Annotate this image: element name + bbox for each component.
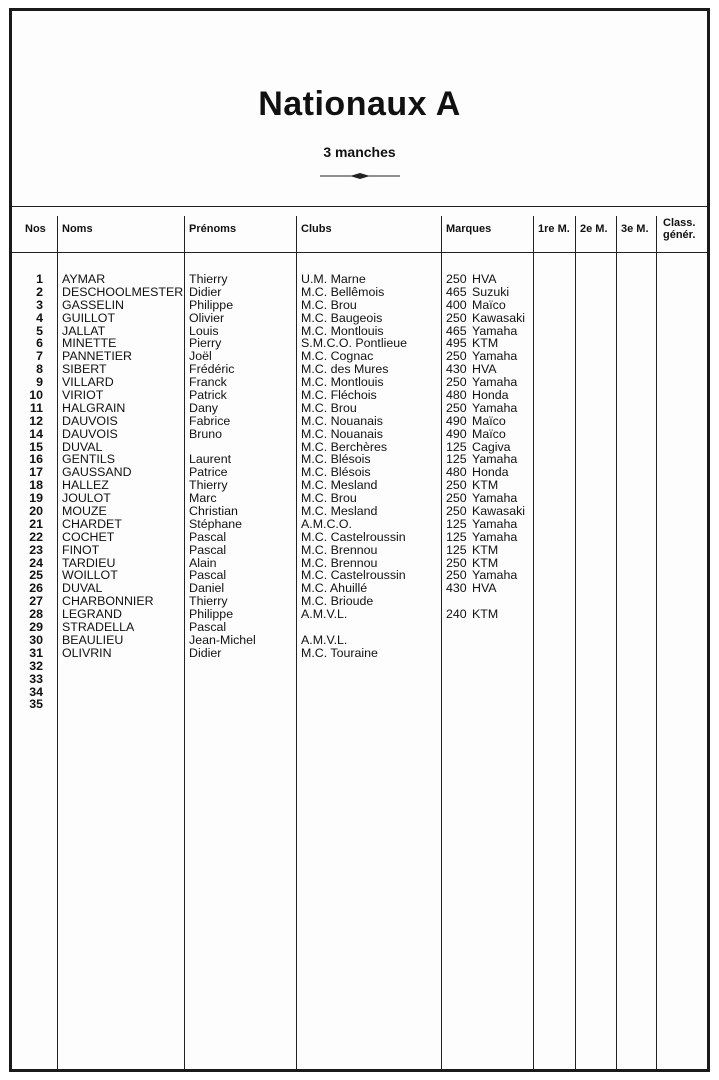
engine-size: 480 [446,388,467,403]
rider-firstname: Marc [189,491,217,506]
engine-size: 250 [446,375,467,390]
rider-number: 20 [29,504,43,519]
rider-club: M.C. Castelroussin [301,568,406,583]
bike-brand: Maïco [472,297,506,312]
rider-number: 16 [29,452,43,467]
bike-brand: KTM [472,336,499,351]
rider-number: 15 [29,439,43,454]
rider-firstname: Thierry [189,478,228,493]
rider-club: M.C. Nouanais [301,426,383,441]
rider-surname: AYMAR [62,272,106,286]
rider-firstname: Olivier [189,310,225,325]
engine-size: 125 [446,542,467,557]
rider-club: M.C. Castelroussin [301,529,406,544]
rider-club: M.C. Mesland [301,504,378,519]
engine-size: 250 [446,272,467,286]
rider-firstname: Didier [189,645,222,660]
rider-firstname: Fabrice [189,413,231,428]
rider-club: M.C. Ahuillé [301,581,368,596]
table-row [12,647,707,660]
rider-club: U.M. Marne [301,272,366,286]
engine-size: 250 [446,478,467,493]
rider-number: 19 [29,491,43,506]
table-row [12,698,707,711]
bike-brand: Yamaha [472,323,518,338]
rider-number: 7 [36,349,43,364]
rider-firstname: Franck [189,375,227,390]
rider-number: 4 [36,310,43,325]
header-classement-line1: Class. [663,217,696,229]
bike-brand: HVA [472,272,497,286]
engine-size: 495 [446,336,467,351]
rider-club: M.C. Blésois [301,452,371,467]
table-row [12,389,707,402]
rider-surname: VIRIOT [62,388,104,403]
rider-surname: DAUVOIS [62,426,118,441]
table-row [12,544,707,557]
rider-firstname: Philippe [189,297,234,312]
engine-size: 250 [446,555,467,570]
rider-club: M.C. des Mures [301,362,389,377]
rider-club: M.C. Brennou [301,555,378,570]
rider-club: M.C. Bellêmois [301,284,385,299]
rider-club: M.C. Nouanais [301,413,383,428]
rider-surname: DAUVOIS [62,413,118,428]
header-classement-line2: génér. [663,229,696,241]
engine-size: 490 [446,413,467,428]
entry-table [12,216,707,1069]
rider-surname: DESCHOOLMESTER [62,284,184,299]
header-prenoms: Prénoms [189,223,237,235]
rider-club: A.M.C.O. [301,516,352,531]
rider-number: 23 [29,542,43,557]
bike-brand: Yamaha [472,349,518,364]
rider-number: 3 [36,297,43,312]
bike-brand: Suzuki [472,284,510,299]
rider-number: 18 [29,478,43,493]
rider-number: 32 [29,658,43,673]
rider-surname: GAUSSAND [62,465,132,480]
rider-club: M.C. Brou [301,491,357,506]
rider-club: M.C. Montlouis [301,375,384,390]
rider-club: M.C. Brou [301,297,357,312]
rider-club: M.C. Blésois [301,465,371,480]
rider-firstname: Daniel [189,581,225,596]
rider-club: M.C. Brennou [301,542,378,557]
header-manche-3: 3e M. [621,223,649,235]
table-row [12,621,707,634]
bike-brand: Yamaha [472,400,518,415]
bike-brand: KTM [472,542,499,557]
table-row [12,673,707,686]
rider-firstname: Dany [189,400,218,415]
engine-size: 125 [446,452,467,467]
rider-club: S.M.C.O. Pontlieue [301,336,408,351]
bike-brand: HVA [472,362,497,377]
rider-firstname: Philippe [189,607,234,622]
bike-brand: Kawasaki [472,310,526,325]
bike-brand: Yamaha [472,516,518,531]
engine-size: 125 [446,439,467,454]
rider-surname: VILLARD [62,375,114,390]
engine-size: 250 [446,568,467,583]
rider-surname: LEGRAND [62,607,122,622]
rider-number: 30 [29,632,43,647]
rider-surname: DUVAL [62,439,103,454]
rider-number: 34 [29,684,43,699]
rider-firstname: Stéphane [189,516,243,531]
rider-number: 24 [29,555,43,570]
rider-firstname: Pascal [189,620,227,635]
table-row [12,402,707,415]
bike-brand: KTM [472,478,499,493]
rider-number: 29 [29,620,43,635]
rider-club: A.M.V.L. [301,632,348,647]
table-row [12,660,707,673]
rider-number: 2 [36,284,43,299]
engine-size: 430 [446,581,467,596]
rider-number: 21 [29,516,43,531]
rider-number: 28 [29,607,43,622]
rider-firstname: Alain [189,555,217,570]
engine-size: 250 [446,349,467,364]
rider-number: 14 [29,426,43,441]
rider-number: 26 [29,581,43,596]
engine-size: 240 [446,607,467,622]
engine-size: 250 [446,504,467,519]
engine-size: 400 [446,297,467,312]
engine-size: 125 [446,516,467,531]
rider-firstname: Laurent [189,452,232,467]
bike-brand: Maïco [472,413,506,428]
rider-surname: PANNETIER [62,349,132,364]
header-num: Nos [25,223,46,235]
rider-surname: MINETTE [62,336,117,351]
rider-surname: HALLEZ [62,478,109,493]
rider-number: 31 [29,645,43,660]
rider-surname: GENTILS [62,452,116,467]
rider-surname: SIBERT [62,362,107,377]
rider-number: 1 [36,272,43,286]
table-row [12,428,707,441]
rider-number: 12 [29,413,43,428]
header-manche-2: 2e M. [580,223,608,235]
table-row [12,415,707,428]
rider-club: M.C. Berchères [301,439,388,454]
rider-firstname: Patrick [189,388,227,403]
bike-brand: KTM [472,607,499,622]
rider-number: 8 [36,362,43,377]
rider-firstname: Thierry [189,594,228,609]
engine-size: 430 [446,362,467,377]
rider-club: M.C. Cognac [301,349,374,364]
rider-number: 5 [36,323,43,338]
rider-club: M.C. Baugeois [301,310,383,325]
table-row [12,531,707,544]
rider-surname: HALGRAIN [62,400,126,415]
bike-brand: Yamaha [472,491,518,506]
engine-size: 490 [446,426,467,441]
table-row [12,518,707,531]
table-row [12,505,707,518]
rider-firstname: Louis [189,323,219,338]
rider-club: M.C. Mesland [301,478,378,493]
bike-brand: Yamaha [472,568,518,583]
rider-firstname: Bruno [189,426,223,441]
table-row [12,273,707,286]
bike-brand: HVA [472,581,497,596]
rider-firstname: Didier [189,284,222,299]
rider-surname: DUVAL [62,581,103,596]
rider-firstname: Thierry [189,272,228,286]
rider-surname: JOULOT [62,491,111,506]
rider-firstname: Frédéric [189,362,235,377]
rider-firstname: Pierry [189,336,222,351]
bike-brand: Cagiva [472,439,511,454]
rider-surname: STRADELLA [62,620,135,635]
bike-brand: Honda [472,465,509,480]
table-row [12,634,707,647]
engine-size: 480 [446,465,467,480]
rider-surname: FINOT [62,542,100,557]
header-manche-1: 1re M. [538,223,570,235]
rider-firstname: Pascal [189,529,227,544]
bike-brand: Yamaha [472,452,518,467]
rider-number: 27 [29,594,43,609]
bike-brand: Honda [472,388,509,403]
rider-number: 17 [29,465,43,480]
rider-surname: WOILLOT [62,568,118,583]
rider-number: 33 [29,671,43,686]
table-row [12,299,707,312]
engine-size: 465 [446,284,467,299]
rider-surname: JALLAT [62,323,106,338]
bike-brand: Maïco [472,426,506,441]
bike-brand: Yamaha [472,529,518,544]
rider-number: 9 [36,375,43,390]
header-noms: Noms [62,223,93,235]
rider-club: M.C. Brou [301,400,357,415]
rider-surname: TARDIEU [62,555,116,570]
header-rule [12,206,707,207]
page-subtitle: 3 manches [323,144,396,160]
rider-number: 6 [36,336,43,351]
engine-size: 250 [446,310,467,325]
ornament-divider [320,171,400,181]
rider-club: M.C. Fléchois [301,388,377,403]
rider-surname: CHARBONNIER [62,594,154,609]
rider-firstname: Christian [189,504,238,519]
rider-surname: OLIVRIN [62,645,112,660]
rider-firstname: Pascal [189,568,227,583]
rider-firstname: Patrice [189,465,228,480]
bike-brand: Kawasaki [472,504,526,519]
rider-club: M.C. Montlouis [301,323,384,338]
header-clubs: Clubs [301,223,332,235]
rider-surname: MOUZE [62,504,107,519]
document-frame [9,8,710,1072]
header-classement [663,217,695,241]
rider-surname: COCHET [62,529,115,544]
rider-firstname: Jean-Michel [189,632,256,647]
rider-number: 11 [29,400,43,415]
rider-number: 10 [29,388,43,403]
rider-club: M.C. Touraine [301,645,378,660]
engine-size: 250 [446,491,467,506]
rider-firstname: Pascal [189,542,227,557]
bike-brand: Yamaha [472,375,518,390]
rider-club: M.C. Brioude [301,594,374,609]
page-title: Nationaux A [258,85,461,123]
table-row [12,286,707,299]
table-row [12,686,707,699]
rider-surname: BEAULIEU [62,632,124,647]
engine-size: 125 [446,529,467,544]
engine-size: 250 [446,400,467,415]
rider-number: 22 [29,529,43,544]
rider-surname: GUILLOT [62,310,116,325]
table-row [12,479,707,492]
table-row [12,312,707,325]
rider-firstname: Joël [189,349,212,364]
rider-club: A.M.V.L. [301,607,348,622]
engine-size: 465 [446,323,467,338]
rider-surname: CHARDET [62,516,122,531]
entry-rows [12,273,707,711]
rider-surname: GASSELIN [62,297,124,312]
column-header-rule [12,252,707,253]
rider-number: 25 [29,568,43,583]
rider-number: 35 [29,697,43,712]
header-marques: Marques [446,223,492,235]
bike-brand: KTM [472,555,499,570]
